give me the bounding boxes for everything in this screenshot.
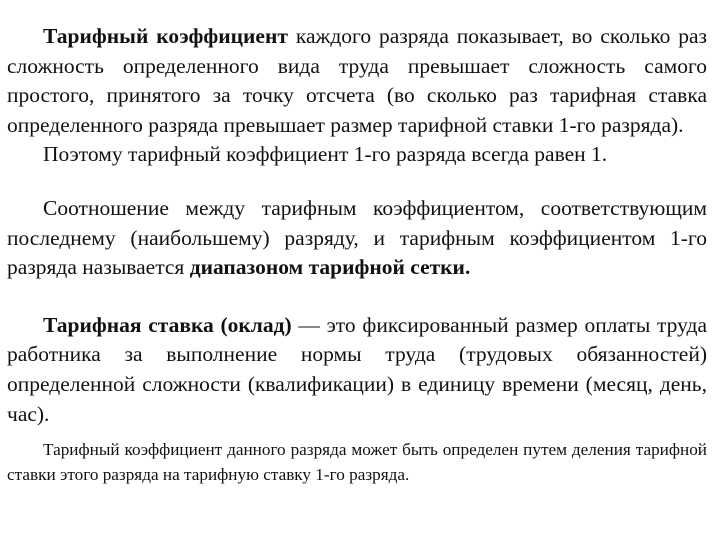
paragraph-text: каждого разряда показывает, во сколько раз сложность определенного вида труда превышает сложность самого простого, принятого за точку отсчета (во сколько раз тарифная ставка определенного разряда превышает размер тарифной ставки 1-го разряда). (7, 24, 708, 137)
paragraph-text: Поэтому тарифный коэффициент 1-го разряда всегда равен 1. (43, 142, 608, 167)
paragraph-text: Соотношение между тарифным коэффициентом, соответствующим последнему (наибольшему) разряду, и тарифным коэффициентом 1-го разряда называется (7, 195, 707, 280)
paragraph-tariff-range (7, 194, 707, 283)
paragraph-tariff-coefficient-definition (7, 22, 707, 140)
paragraph-first-grade-coefficient (7, 140, 707, 170)
term-tariff-range: диапазоном тарифной сетки. (189, 255, 471, 280)
paragraph-text: Тарифный коэффициент данного разряда может быть определен путем деления тарифной ставки этого разряда на тарифную ставку 1-го разряда. (7, 440, 707, 485)
paragraph-text: — это фиксированный размер оплаты труда работника за выполнение нормы труда (трудовых обязанностей) определенной сложности (квалификации) в единицу времени (месяц, день, час). (7, 312, 707, 426)
paragraph-tariff-rate-definition (7, 311, 707, 429)
paragraph-coefficient-calculation (7, 437, 707, 487)
document-page (7, 22, 707, 487)
term-tariff-coefficient: Тарифный коэффициент (43, 24, 288, 48)
term-tariff-rate: Тарифная ставка (оклад) (43, 312, 292, 337)
